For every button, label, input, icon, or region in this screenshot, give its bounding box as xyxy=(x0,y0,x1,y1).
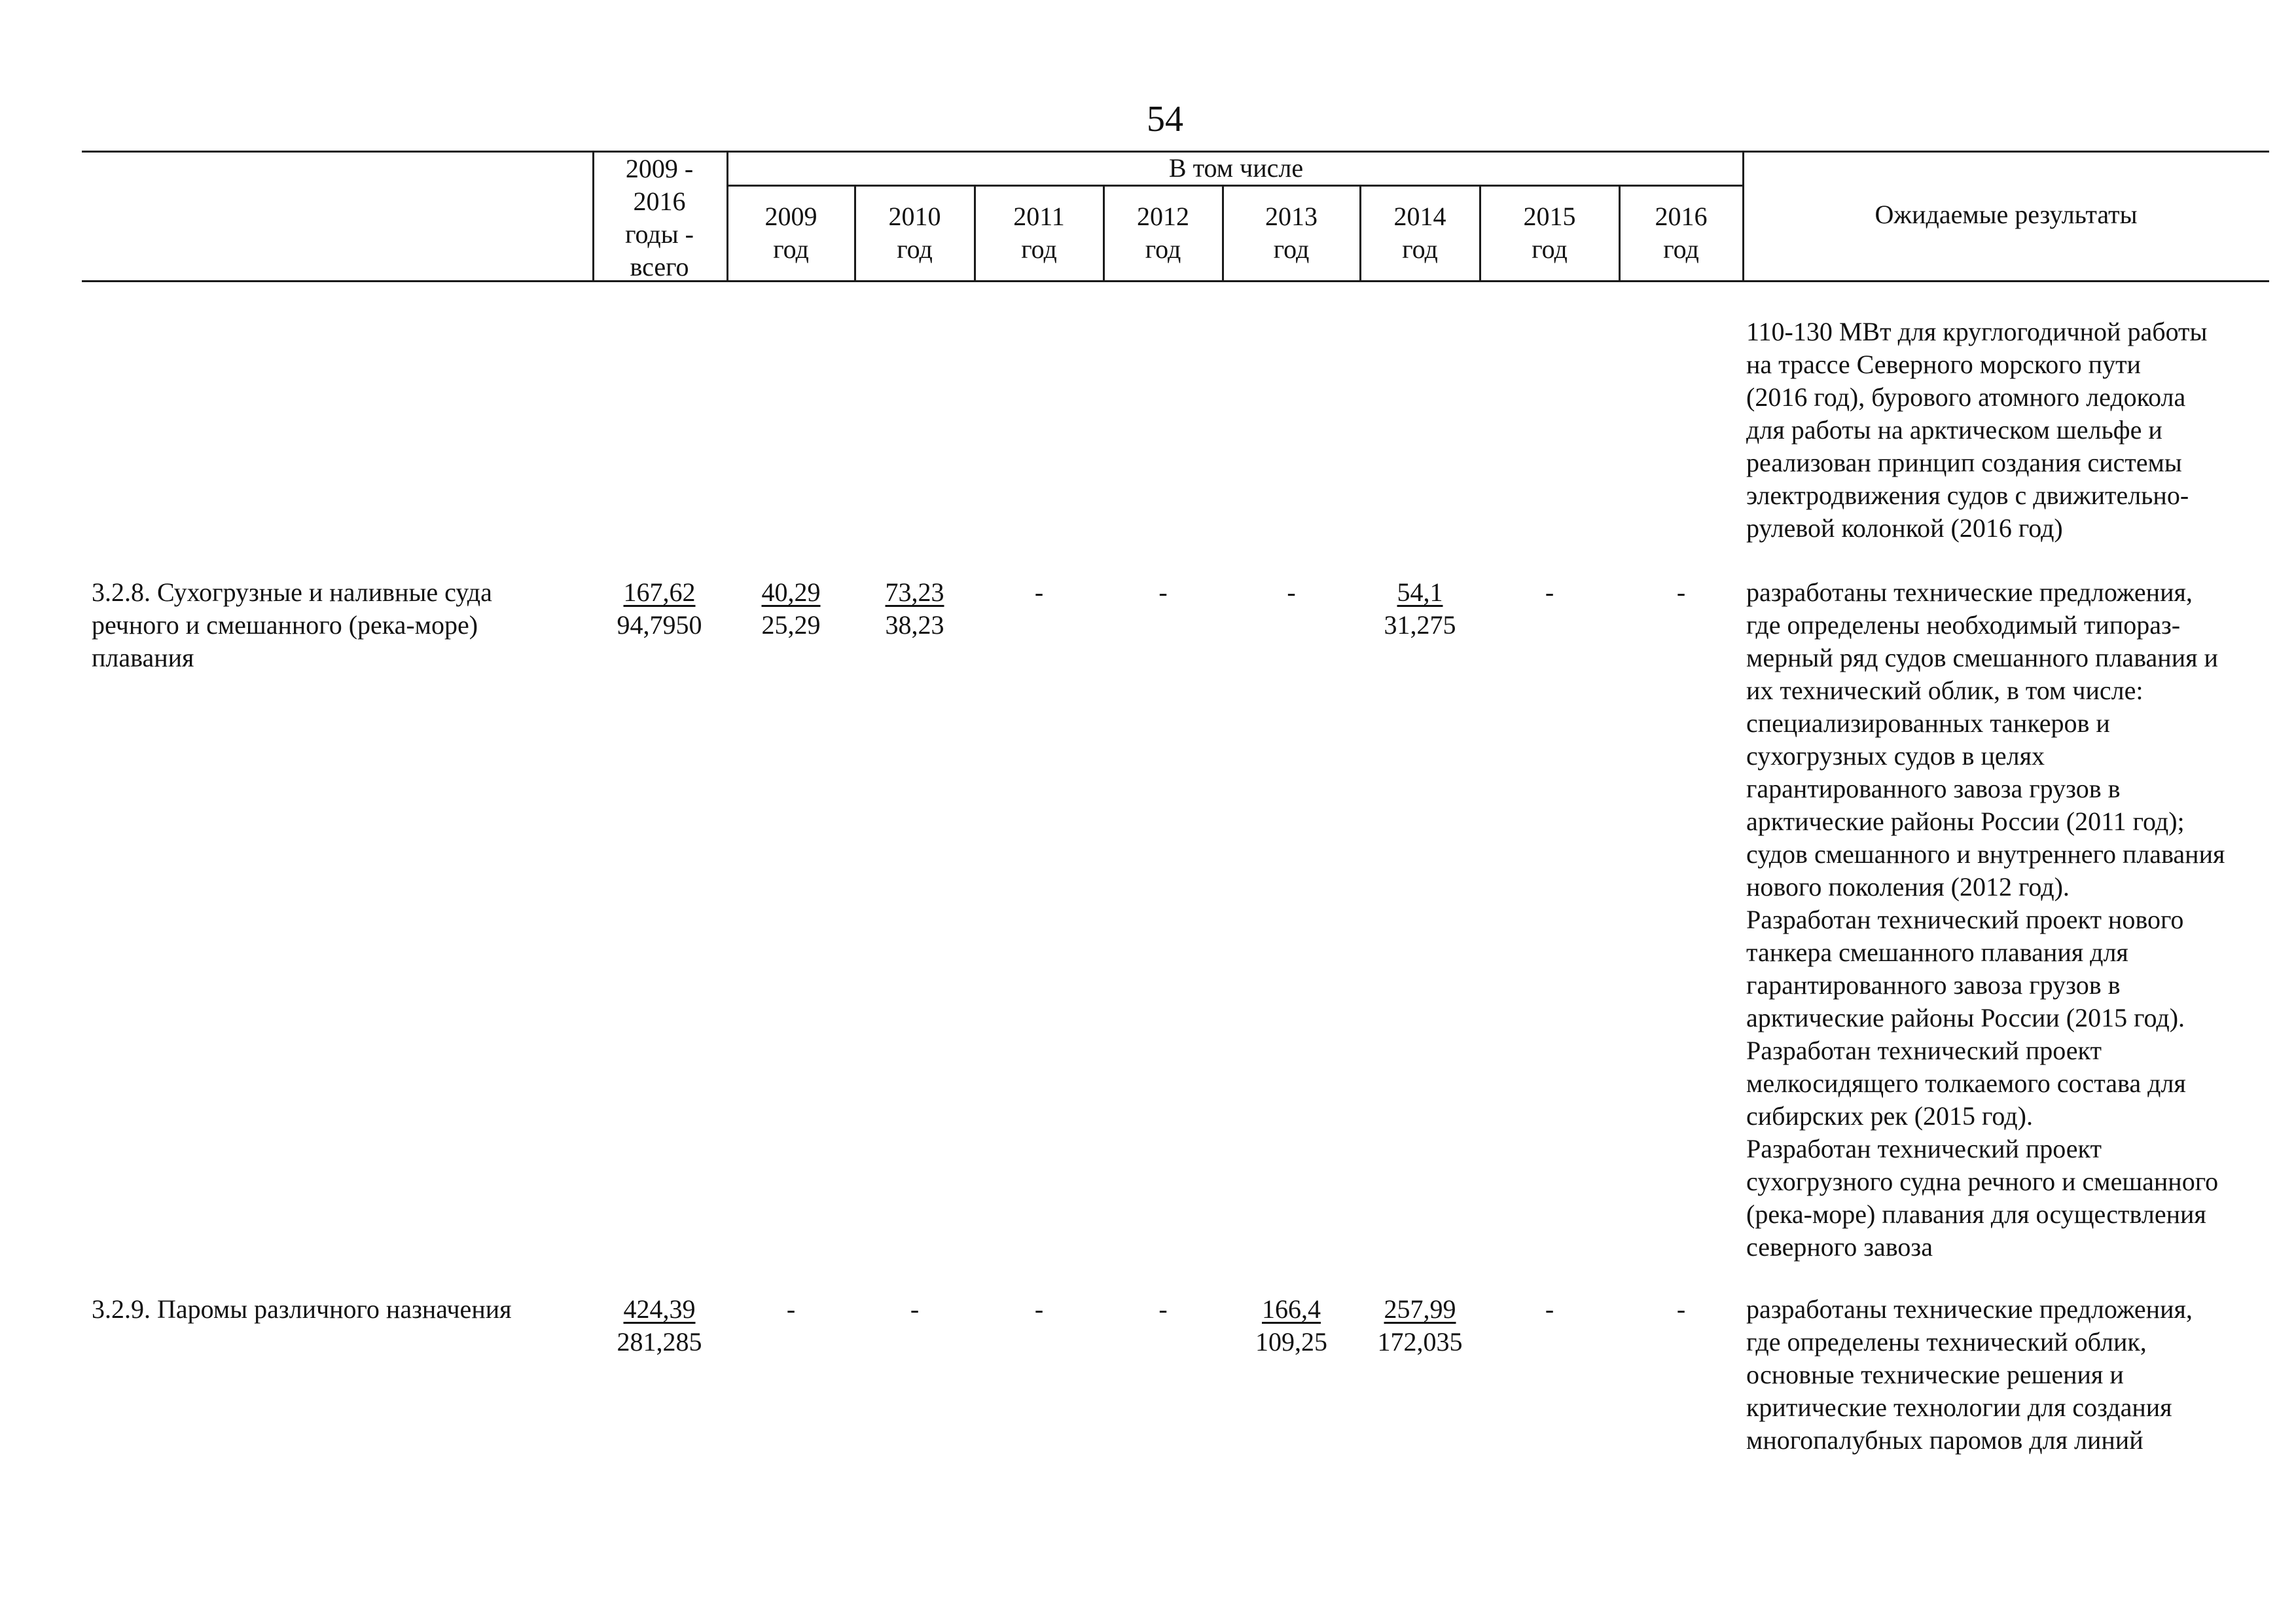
row-value-2014: 54,1 31,275 xyxy=(1384,577,1456,640)
row-value-2015: - xyxy=(1545,1294,1554,1324)
header-results-column: Ожидаемые результаты xyxy=(1874,200,2138,229)
row-results-text: разработаны технические предложения, где определены технический облик, основные технические решения и критические технологии для создания многопалубных паромов для линий xyxy=(1746,1294,2193,1455)
header-year-2010: 2010 год xyxy=(888,202,941,264)
row-value-2011: - xyxy=(1034,1294,1044,1324)
row-value-2012: - xyxy=(1158,577,1168,607)
row-value-2016: - xyxy=(1676,577,1686,607)
row-value-2013: 166,4 109,25 xyxy=(1255,1294,1327,1357)
header-year-2015: 2015 год xyxy=(1523,202,1576,264)
header-year-2009: 2009 год xyxy=(764,202,817,264)
continuation-results-text: 110-130 МВт для круглогодичной работы на трассе Северного морского пути (2016 год), бурового атомного ледокола для работы на арктическом шельфе и реализован принцип создания системы электродвижения судов с движительно- рулевой колонкой (2016 год) xyxy=(1746,317,2208,543)
row-value-2012: - xyxy=(1158,1294,1168,1324)
row-value-2009: 40,29 25,29 xyxy=(761,577,821,640)
row-value-2015: - xyxy=(1545,577,1554,607)
subheader-rule xyxy=(728,185,1744,187)
header-group-label: В том числе xyxy=(1168,153,1304,183)
header-year-2013: 2013 год xyxy=(1265,202,1318,264)
row-total: 167,62 94,7950 xyxy=(617,577,702,640)
row-value-2009: - xyxy=(786,1294,796,1324)
header-year-2016: 2016 год xyxy=(1655,202,1708,264)
row-name: 3.2.9. Паромы различного назначения xyxy=(92,1294,512,1324)
page-number: 54 xyxy=(1147,99,1183,139)
header-year-2012: 2012 год xyxy=(1137,202,1189,264)
row-name: 3.2.8. Сухогрузные и наливные суда речного и смешанного (река-море) плавания xyxy=(92,577,492,672)
header-total-column: 2009 - 2016 годы - всего xyxy=(625,154,694,282)
row-value-2010: - xyxy=(910,1294,920,1324)
header-year-2011: 2011 год xyxy=(1013,202,1065,264)
row-results-text: разработаны технические предложения, где определены необходимый типораз- мерный ряд судов смешанного плавания и их технический облик, в том числе: специализированных танкеров и сухогрузных судов в целях гарантированного завоза грузов в арктические районы России (2011 год); судов смешанного и внутреннего плавания нового поколения (2012 год). Разработан технический проект нового танкера смешанного плавания для гарантированного завоза грузов в арктические районы России (2015 год). Разработан технический проект мелкосидящего толкаемого состава для сибирских рек (2015 год). Разработан технический проект сухогрузного судна речного и смешанного (река-море) плавания для осуществления северного завоза xyxy=(1746,577,2225,1262)
header-bottom-rule xyxy=(82,280,2269,282)
row-value-2014: 257,99 172,035 xyxy=(1377,1294,1463,1357)
header-year-2014: 2014 год xyxy=(1393,202,1446,264)
row-value-2016: - xyxy=(1676,1294,1686,1324)
row-value-2010: 73,23 38,23 xyxy=(885,577,944,640)
row-total: 424,39 281,285 xyxy=(617,1294,702,1357)
row-value-2011: - xyxy=(1034,577,1044,607)
row-value-2013: - xyxy=(1287,577,1296,607)
